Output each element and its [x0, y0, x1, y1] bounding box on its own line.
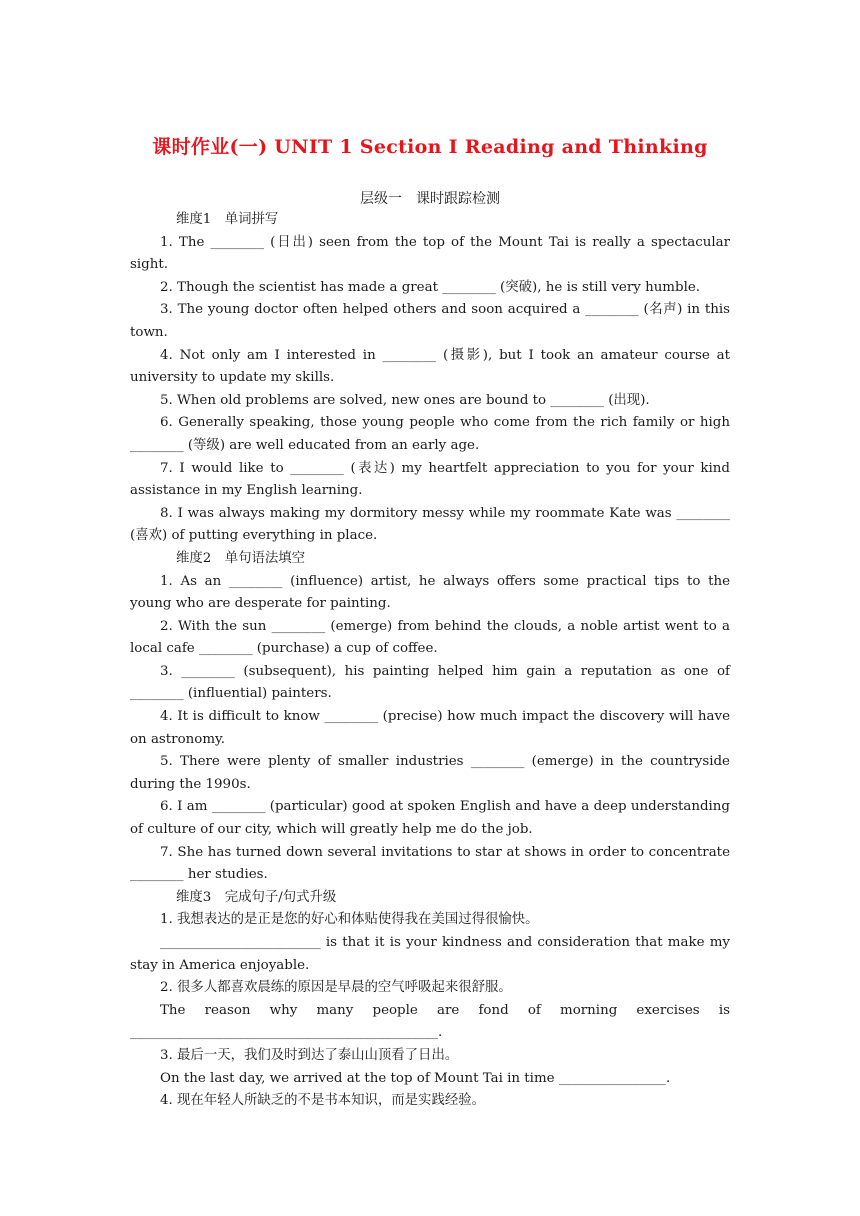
exercise-item: 7. I would like to ________ (表达) my heartfelt appreciation to you for your kind assistance in my English learning. [130, 460, 730, 499]
exercise-item: 5. There were plenty of smaller industries ________ (emerge) in the countryside during the 1990s. [130, 754, 730, 792]
translation-prompt: 4. 现在年轻人所缺乏的不是书本知识，而是实践经验。 [160, 1093, 486, 1109]
exercise-item: 1. The ________ (日出) seen from the top of the Mount Tai is really a spectacular sight. [130, 234, 730, 273]
exercise-item: 7. She has turned down several invitations to star at shows in order to concentrate ________ her studies. [130, 844, 730, 883]
exercise-item: 2. Though the scientist has made a great ________ (突破), he is still very humble. [160, 279, 701, 295]
exercise-item: 4. It is difficult to know ________ (precise) how much impact the discovery will have on astronomy. [130, 709, 730, 747]
exercise-item: 6. Generally speaking, those young people who come from the rich family or high ________ (等级) are well educated from an early age. [130, 415, 730, 453]
level-heading [0, 188, 860, 208]
section-heading: 维度2 单句语法填空 [176, 550, 306, 566]
exercise-item: 1. As an ________ (influence) artist, he always offers some practical tips to the young who are desperate for painting. [130, 573, 730, 612]
exercise-item: 4. Not only am I interested in ________ (摄影), but I took an amateur course at university to update my skills. [130, 347, 730, 386]
exercise-item: 3. ________ (subsequent), his painting helped him gain a reputation as one of ________ (influential) painters. [130, 663, 730, 702]
level-label: 层级一 [360, 191, 402, 207]
translation-prompt: 2. 很多人都喜欢晨练的原因是早晨的空气呼吸起来很舒服。 [160, 980, 512, 996]
exercise-item: 3. The young doctor often helped others and soon acquired a ________ (名声) in this town. [130, 302, 730, 340]
exercise-item: 6. I am ________ (particular) good at spoken English and have a deep understanding of culture of our city, which will greatly help me do the job. [130, 799, 730, 838]
translation-answer: The reason why many people are fond of morning exercises is ______________________________________________. [130, 1002, 730, 1041]
exercise-item: 5. When old problems are solved, new ones are bound to ________ (出现). [160, 392, 650, 408]
section-heading: 维度1 单词拼写 [176, 212, 279, 227]
exercise-content [130, 209, 730, 1113]
translation-prompt: 3. 最后一天，我们及时到达了泰山山顶看了日出。 [160, 1047, 459, 1063]
exercise-item: 2. With the sun ________ (emerge) from behind the clouds, a noble artist went to a local cafe ________ (purchase) a cup of coffee. [130, 618, 730, 657]
translation-prompt: 1. 我想表达的是正是您的好心和体贴使得我在美国过得很愉快。 [160, 912, 539, 928]
page-title: 课时作业(一) UNIT 1 Section Ⅰ Reading and Thinking [152, 136, 708, 158]
translation-answer: On the last day, we arrived at the top of Mount Tai in time ________________. [160, 1070, 671, 1086]
section-heading: 维度3 完成句子/句式升级 [176, 889, 337, 905]
translation-answer: ________________________ is that it is your kindness and consideration that make my stay in America enjoyable. [130, 935, 730, 973]
level-name: 课时跟踪检测 [416, 191, 500, 207]
exercise-item: 8. I was always making my dormitory messy while my roommate Kate was ________ (喜欢) of putting everything in place. [130, 505, 730, 544]
